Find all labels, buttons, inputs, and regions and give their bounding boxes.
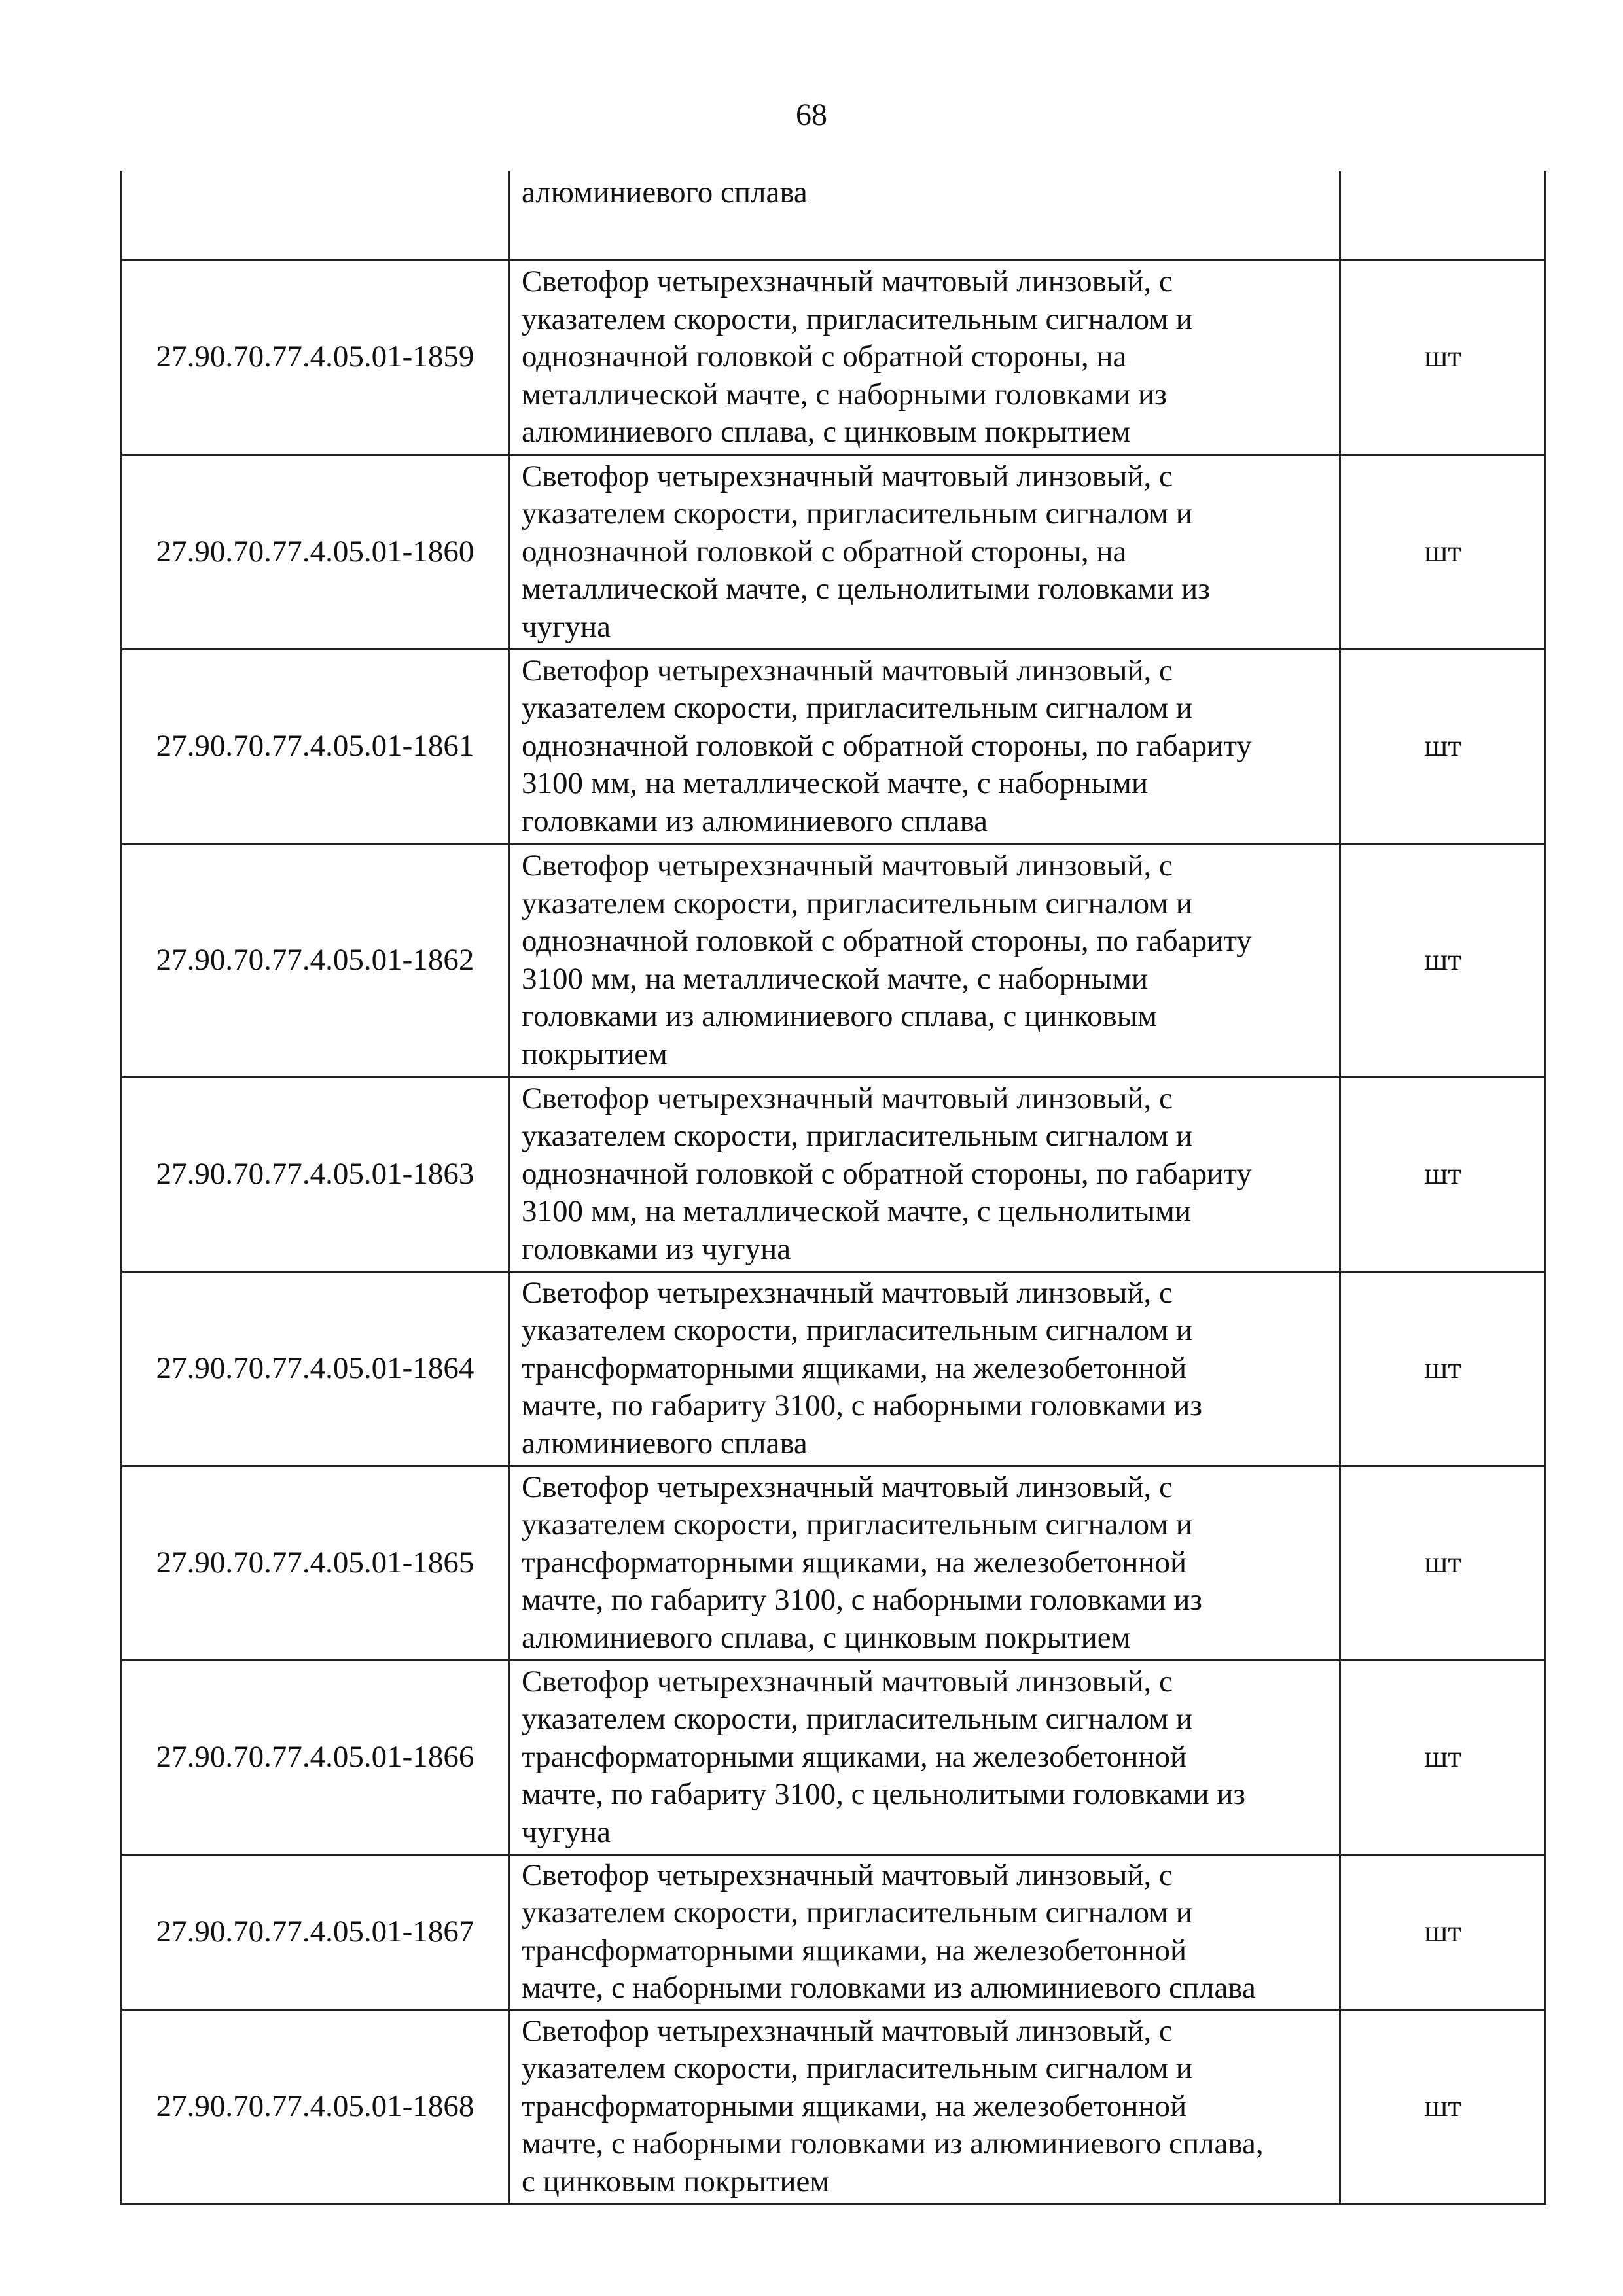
table-row (122, 1660, 1546, 1854)
resource-code-cell: 27.90.70.77.4.05.01-1862 (122, 843, 509, 1077)
description-line: мачте, с наборными головками из алюминиевого сплава (522, 1971, 1256, 2005)
unit-cell: шт (1340, 1660, 1546, 1854)
resource-description-cell (509, 171, 1340, 260)
description-line: указателем скорости, пригласительным сигналом и (522, 886, 1192, 921)
unit-cell: шт (1340, 455, 1546, 649)
description-line: Светофор четырехзначный мачтовый линзовый, с (522, 849, 1173, 883)
table-row (122, 260, 1546, 455)
description-line: указателем скорости, пригласительным сигналом и (522, 2051, 1192, 2086)
description-line: 3100 мм, на металлической мачте, с наборными (522, 766, 1149, 801)
description-line: однозначной головкой с обратной стороны, на (522, 340, 1127, 374)
description-line: указателем скорости, пригласительным сигналом и (522, 497, 1192, 531)
description-line: головками из алюминиевого сплава (522, 804, 988, 838)
description-line: указателем скорости, пригласительным сигналом и (522, 1896, 1192, 1930)
description-line: трансформаторными ящиками, на железобетонной (522, 1545, 1187, 1580)
resource-code-cell: 27.90.70.77.4.05.01-1864 (122, 1271, 509, 1466)
description-line: Светофор четырехзначный мачтовый линзовый, с (522, 1275, 1173, 1310)
description-line: трансформаторными ящиками, на железобетонной (522, 2089, 1187, 2123)
description-line: однозначной головкой с обратной стороны, по габариту (522, 924, 1252, 958)
description-line: мачте, по габариту 3100, с цельнолитыми головками из (522, 1777, 1245, 1812)
description-line: алюминиевого сплава (522, 1426, 808, 1460)
unit-cell: шт (1340, 1854, 1546, 2009)
resource-code-cell (122, 171, 509, 260)
description-line: Светофор четырехзначный мачтовый линзовый, с (522, 2013, 1173, 2048)
table-row (122, 2009, 1546, 2204)
table-row (122, 1077, 1546, 1271)
table-row (122, 649, 1546, 843)
description-line: металлической мачте, с наборными головками из (522, 377, 1167, 412)
unit-cell (1340, 171, 1546, 260)
resource-description-cell (509, 2009, 1340, 2204)
description-line: мачте, с наборными головками из алюминиевого сплава, (522, 2127, 1264, 2161)
description-line: указателем скорости, пригласительным сигналом и (522, 1119, 1192, 1154)
resource-code-cell: 27.90.70.77.4.05.01-1860 (122, 455, 509, 649)
resource-description-cell (509, 843, 1340, 1077)
resource-description-cell (509, 1077, 1340, 1271)
resource-code-cell: 27.90.70.77.4.05.01-1863 (122, 1077, 509, 1271)
resource-description-cell (509, 260, 1340, 455)
description-line: Светофор четырехзначный мачтовый линзовый, с (522, 1664, 1173, 1699)
resource-code-cell: 27.90.70.77.4.05.01-1859 (122, 260, 509, 455)
description-line: мачте, по габариту 3100, с наборными головками из (522, 1583, 1202, 1617)
unit-cell: шт (1340, 260, 1546, 455)
page-number: 68 (796, 97, 827, 132)
table-row (122, 1466, 1546, 1660)
table-row (122, 843, 1546, 1077)
resource-code-cell: 27.90.70.77.4.05.01-1867 (122, 1854, 509, 2009)
description-line: указателем скорости, пригласительным сигналом и (522, 691, 1192, 726)
resource-table-frame (120, 171, 1544, 2199)
description-line: с цинковым покрытием (522, 2164, 830, 2199)
description-line: указателем скорости, пригласительным сигналом и (522, 1702, 1192, 1737)
description-line: чугуна (522, 1814, 611, 1849)
description-line: однозначной головкой с обратной стороны, на (522, 534, 1127, 569)
description-line: алюминиевого сплава (522, 175, 808, 209)
table-row-continued (122, 171, 1546, 260)
unit-cell: шт (1340, 1077, 1546, 1271)
table-row (122, 455, 1546, 649)
description-line: указателем скорости, пригласительным сигналом и (522, 302, 1192, 336)
description-line: головками из чугуна (522, 1231, 791, 1266)
resource-description-cell (509, 1466, 1340, 1660)
unit-cell: шт (1340, 843, 1546, 1077)
resource-description-cell (509, 1854, 1340, 2009)
resource-code-cell: 27.90.70.77.4.05.01-1866 (122, 1660, 509, 1854)
unit-cell: шт (1340, 2009, 1546, 2204)
description-line: Светофор четырехзначный мачтовый линзовый, с (522, 1081, 1173, 1116)
table-row (122, 1271, 1546, 1466)
description-line: трансформаторными ящиками, на железобетонной (522, 1739, 1187, 1774)
resource-code-cell: 27.90.70.77.4.05.01-1868 (122, 2009, 509, 2204)
description-line: покрытием (522, 1036, 668, 1071)
description-line: Светофор четырехзначный мачтовый линзовый, с (522, 459, 1173, 493)
description-line: однозначной головкой с обратной стороны, по габариту (522, 728, 1252, 763)
description-line: мачте, по габариту 3100, с наборными головками из (522, 1388, 1202, 1423)
unit-cell: шт (1340, 1466, 1546, 1660)
resource-code-cell: 27.90.70.77.4.05.01-1861 (122, 649, 509, 843)
resource-table-body (122, 171, 1546, 2204)
description-line: указателем скорости, пригласительным сигналом и (522, 1508, 1192, 1542)
resource-description-cell (509, 649, 1340, 843)
description-line: Светофор четырехзначный мачтовый линзовый, с (522, 1858, 1173, 1892)
unit-cell: шт (1340, 1271, 1546, 1466)
description-line: указателем скорости, пригласительным сигналом и (522, 1313, 1192, 1348)
description-line: алюминиевого сплава, с цинковым покрытием (522, 415, 1131, 450)
description-line: трансформаторными ящиками, на железобетонной (522, 1351, 1187, 1385)
description-line: трансформаторными ящиками, на железобетонной (522, 1933, 1187, 1968)
description-line: 3100 мм, на металлической мачте, с наборными (522, 961, 1149, 996)
description-line: однозначной головкой с обратной стороны, по габариту (522, 1156, 1252, 1191)
resource-description-cell (509, 1660, 1340, 1854)
resource-table (120, 171, 1546, 2205)
table-row (122, 1854, 1546, 2009)
unit-cell: шт (1340, 649, 1546, 843)
description-line: чугуна (522, 609, 611, 644)
description-line: головками из алюминиевого сплава, с цинковым (522, 999, 1158, 1033)
description-line: Светофор четырехзначный мачтовый линзовый, с (522, 1470, 1173, 1504)
resource-description-cell (509, 1271, 1340, 1466)
resource-code-cell: 27.90.70.77.4.05.01-1865 (122, 1466, 509, 1660)
description-line: алюминиевого сплава, с цинковым покрытием (522, 1620, 1131, 1655)
description-line: металлической мачте, с цельнолитыми головками из (522, 572, 1210, 607)
description-line: Светофор четырехзначный мачтовый линзовый, с (522, 264, 1173, 299)
description-line: 3100 мм, на металлической мачте, с цельнолитыми (522, 1194, 1192, 1229)
resource-description-cell (509, 455, 1340, 649)
description-line: Светофор четырехзначный мачтовый линзовый, с (522, 653, 1173, 688)
